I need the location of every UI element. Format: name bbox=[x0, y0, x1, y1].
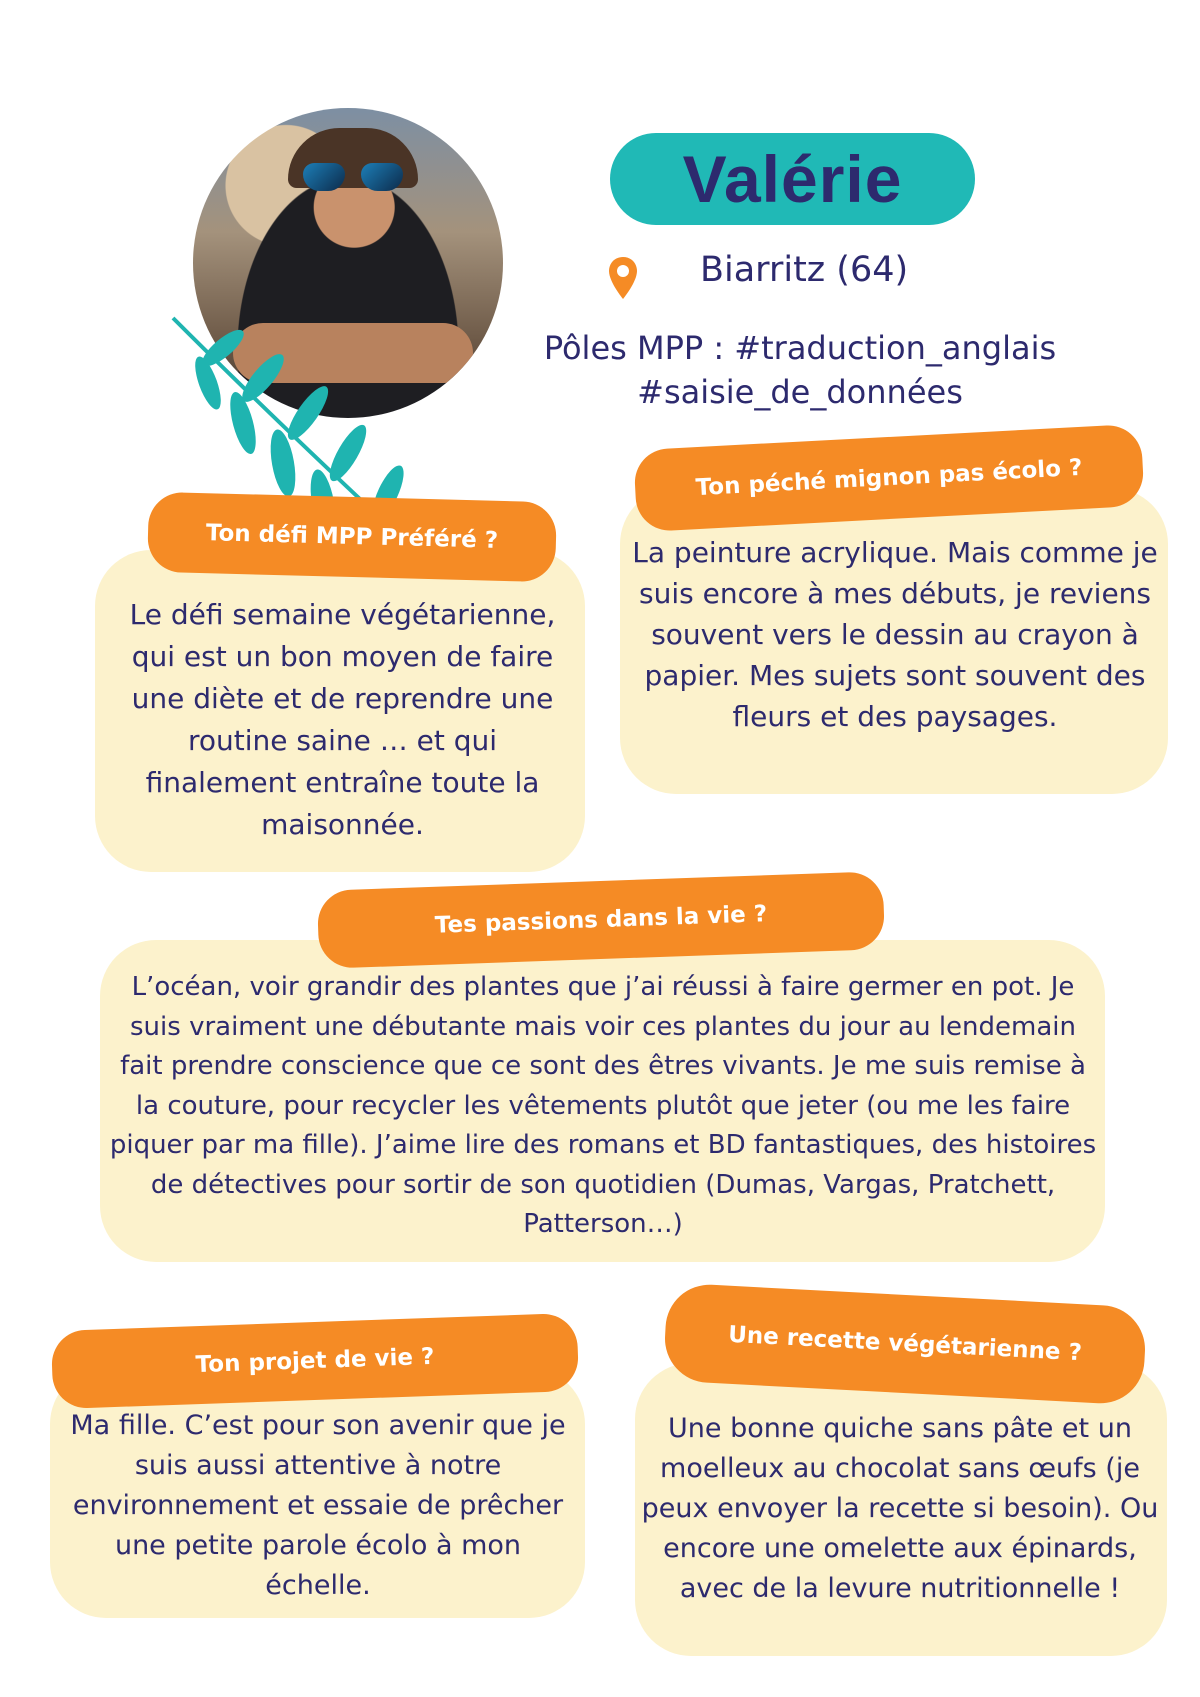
photo-sunglasses bbox=[303, 163, 403, 191]
card-projet-label: Ton projet de vie ? bbox=[51, 1313, 579, 1409]
location-pin-icon bbox=[607, 255, 639, 301]
profile-name: Valérie bbox=[682, 142, 903, 216]
poles-line-1: Pôles MPP : #traduction_anglais bbox=[543, 329, 1057, 367]
card-passions-label: Tes passions dans la vie ? bbox=[317, 871, 885, 969]
card-defi-label: Ton défi MPP Préféré ? bbox=[147, 492, 557, 583]
name-banner bbox=[610, 133, 975, 225]
card-defi-text: Le défi semaine végétarienne, qui est un bon moyen de faire une diète et de reprendre une routine saine … et qui finalement entraîne toute la maisonnée. bbox=[129, 598, 556, 841]
profile-photo-area bbox=[193, 108, 503, 438]
card-peche-mignon-label: Ton péché mignon pas écolo ? bbox=[633, 424, 1145, 532]
card-recette-label: Une recette végétarienne ? bbox=[663, 1283, 1147, 1406]
card-recette-text: Une bonne quiche sans pâte et un moelleux au chocolat sans œufs (je peux envoyer la recette si besoin). Ou encore une omelette aux épinards, avec de la levure nutritionnelle ! bbox=[641, 1413, 1159, 1604]
poles-line-2: #saisie_de_données bbox=[637, 373, 963, 411]
card-passions-text: L’océan, voir grandir des plantes que j’ai réussi à faire germer en pot. Je suis vraiment une débutante mais voir ces plantes du jour au lendemain fait prendre conscience que ce sont des êtres vivants. Je me suis remise à la couture, pour recycler les vêtements plutôt que jeter (ou me les faire piquer par ma fille). J’aime lire des romans et BD fantastiques, des histoires de détectives pour sortir de son quotidien (Dumas, Vargas, Pratchett, Patterson…) bbox=[109, 972, 1097, 1239]
poles-text bbox=[490, 326, 1110, 414]
location-text: Biarritz (64) bbox=[700, 250, 909, 290]
card-projet-text: Ma fille. C’est pour son avenir que je suis aussi attentive à notre environnement et essaie de prêcher une petite parole écolo à mon échelle. bbox=[70, 1410, 566, 1601]
card-peche-mignon-text: La peinture acrylique. Mais comme je suis encore à mes débuts, je reviens souvent vers le dessin au crayon à papier. Mes sujets sont souvent des fleurs et des paysages. bbox=[632, 536, 1158, 733]
